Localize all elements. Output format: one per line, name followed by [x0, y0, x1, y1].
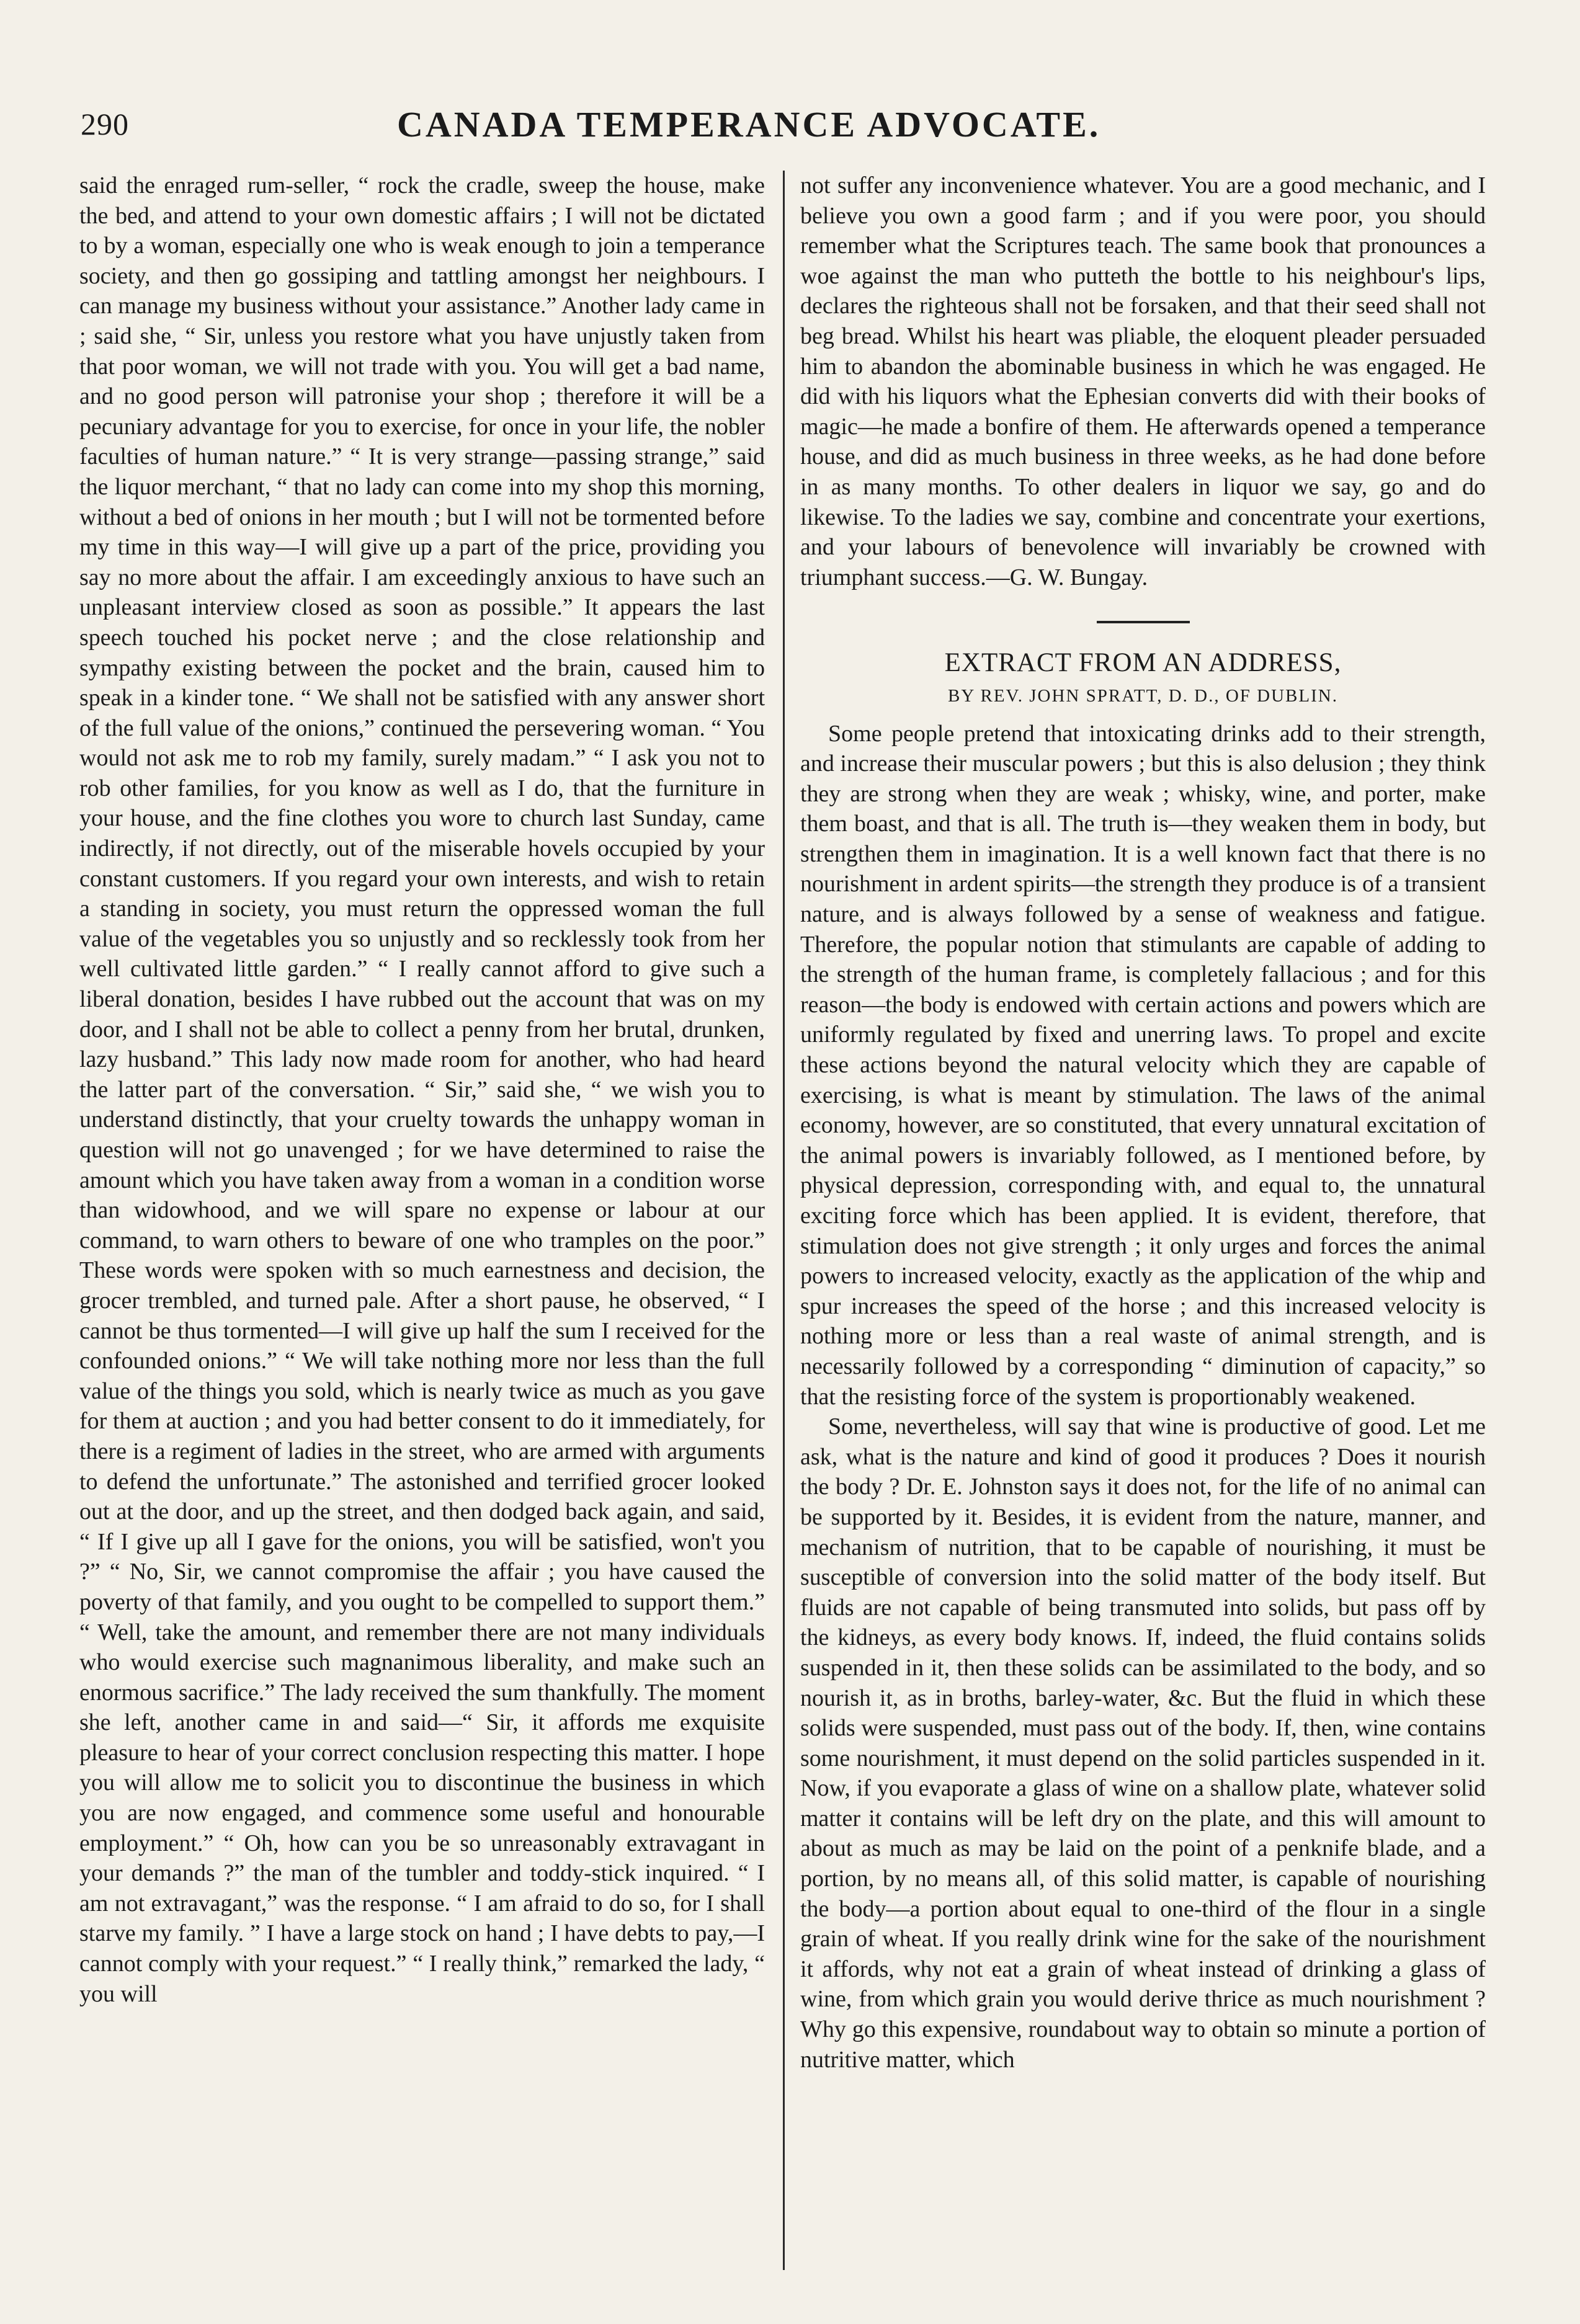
- body-paragraph-continuation: [800, 171, 1486, 592]
- page-number: 290: [81, 107, 129, 141]
- continuation-text: not suffer any inconvenience whatever. You are a good mechanic, and I believe you own a good farm ; and if you were poor, you should remember what the Scriptures teach. The same book that pronounces a woe against the man who putteth the bottle to his neighbour's lips, declares the righteous shall not be forsaken, and that their seed shall not beg bread. Whilst his heart was pliable, the eloquent pleader persuaded him to abandon the abominable business in which he was engaged. He did with his liquors what the Ephesian converts did with their books of magic—he made a bonfire of them. He afterwards opened a temperance house, and did as much business in three weeks, as he had done before in as many months. To other dealers in liquor we say, go and do likewise. To the ladies we say, combine and concentrate your exertions, and your labours of benevolence will invariably be crowned with triumphant success.: [800, 172, 1486, 590]
- author-signature: —G. W. Bungay.: [986, 564, 1148, 590]
- body-paragraph: Some, nevertheless, will say that wine is productive of good. Let me ask, what is the nature and kind of good it produces ? Does it nourish the body ? Dr. E. Johnston says it does not, for the life of no animal can be supported by it. Besides, it is evident from the nature, manner, and mechanism of nutrition, that to be capable of nourishing, it must be susceptible of conversion into the solid matter of the body itself. But fluids are not capable of being transmuted into solids, but pass off by the kidneys, as every body knows. If, indeed, the fluid contains solids suspended in it, then these solids can be assimilated to the body, and so nourish it, as in broths, barley-water, &c. But the fluid in which these solids were suspended, must pass out of the body. If, then, wine contains some nourishment, it must depend on the solid particles suspended in it. Now, if you evaporate a glass of wine on a shallow plate, whatever solid matter it contains will be left dry on the plate, and this will amount to about as much as may be laid on the point of a penknife blade, and a portion, by no means all, of this solid matter, is capable of nourishing the body—a portion about equal to one-third of the flour in a single grain of wheat. If you really drink wine for the sake of the nourishment it affords, why not eat a grain of wheat instead of drinking a glass of wine, from which grain you would derive thrice as much nourishment ? Why go this expensive, roundabout way to obtain so minute a portion of nutritive matter, which: [800, 1414, 1486, 2073]
- column-divider: [783, 171, 785, 2270]
- body-paragraph: Some people pretend that intoxicating drinks add to their strength, and increase their muscular powers ; but this is also delusion ; they think they are strong when they are weak ; whisky, wine, and porter, make them boast, and that is all. The truth is—they weaken them in body, but strengthen them in imagination. It is a well known fact that there is no nourishment in ardent spirits—the strength they produce is of a transient nature, and is always followed by a sense of weakness and fatigue. Therefore, the popular notion that stimulants are capable of adding to the strength of the human frame, is completely fallacious ; and for this reason—the body is endowed with certain actions and powers which are uniformly regulated by fixed and unerring laws. To propel and excite these actions beyond the natural velocity which they are capable of exercising, is what is meant by stimulation. The laws of the animal economy, however, are so constituted, that every unnatural excitation of the animal powers is invariably followed, as I mentioned before, by physical depression, corresponding with, and equal to, the unnatural exciting force which has been applied. It is evident, therefore, that stimulation does not give strength ; it only urges and forces the animal powers to increased velocity, exactly as the application of the whip and spur increases the speed of the horse ; and this increased velocity is nothing more or less than a real waste of animal strength, and is necessarily followed by a corresponding “ diminution of capacity,” so that the resisting force of the system is proportionably weakened.: [800, 720, 1486, 1410]
- section-divider: [1097, 621, 1190, 623]
- right-column: [800, 171, 1486, 2273]
- page-header: [81, 93, 1501, 155]
- running-title: CANADA TEMPERANCE ADVOCATE.: [397, 104, 1101, 145]
- article-title: EXTRACT FROM AN ADDRESS,: [944, 648, 1342, 678]
- article-byline: BY REV. JOHN SPRATT, D. D., OF DUBLIN.: [948, 685, 1338, 706]
- left-column: [79, 171, 765, 2273]
- body-paragraph: said the enraged rum-seller, “ rock the cradle, sweep the house, make the bed, and attend to your own domestic affairs ; I will not be dictated to by a woman, especially one who is weak enough to join a temperance society, and then go gossiping and tattling amongst her neighbours. I can manage my business without your assistance.” Another lady came in ; said she, “ Sir, unless you restore what you have unjustly taken from that poor woman, we will not trade with you. You will get a bad name, and no good person will patronise your shop ; therefore it will be a pecuniary advantage for you to exercise, for once in your life, the nobler faculties of human nature.” “ It is very strange—passing strange,” said the liquor merchant, “ that no lady can come into my shop this morning, without a bed of onions in her mouth ; but I will not be tormented before my time in this way—I will give up a part of the price, providing you say no more about the affair. I am exceedingly anxious to have such an unpleasant interview closed as soon as possible.” It appears the last speech touched his pocket nerve ; and the close relationship and sympathy existing between the pocket and the brain, caused him to speak in a kinder tone. “ We shall not be satisfied with any answer short of the full value of the onions,” continued the persevering woman. “ You would not ask me to rob my family, surely madam.” “ I ask you not to rob other families, for you know as well as I do, that the furniture in your house, and the fine clothes you wore to church last Sunday, came indirectly, if not directly, out of the miserable hovels occupied by your constant customers. If you regard your own interests, and wish to retain a standing in society, you must return the oppressed woman the full value of the vegetables you so unjustly and so recklessly took from her well cultivated little garden.” “ I really cannot afford to give such a liberal donation, besides I have rubbed out the account that was on my door, and I shall not be able to collect a penny from her brutal, drunken, lazy husband.” This lady now made room for another, who had heard the latter part of the conversation. “ Sir,” said she, “ we wish you to understand distinctly, that your cruelty towards the unhappy woman in question will not go unavenged ; for we have determined to raise the amount which you have taken away from a woman in a condition worse than widowhood, and we will spare no expense or labour at our command, to warn others to beware of one who tramples on the poor.” These words were spoken with so much earnestness and decision, the grocer trembled, and turned pale. After a short pause, he observed, “ I cannot be thus tormented—I will give up half the sum I received for the confounded onions.” “ We will take nothing more nor less than the full value of the things you sold, which is nearly twice as much as you gave for them at auction ; and you had better consent to do it immediately, for there is a regiment of ladies in the street, who are armed with arguments to defend the unfortunate.” The astonished and terrified grocer looked out at the door, and up the street, and then dodged back again, and said, “ If I give up all I gave for the onions, you will be satisfied, won't you ?” “ No, Sir, we cannot compromise the affair ; you have caused the poverty of that family, and you ought to be compelled to support them.” “ Well, take the amount, and remember there are not many individuals who would exercise such magnanimous liberality, and make such an enormous sacrifice.” The lady received the sum thankfully. The moment she left, another came in and said—“ Sir, it affords me exquisite pleasure to hear of your correct conclusion respecting this matter. I hope you will allow me to solicit you to discontinue the business in which you are now engaged, and commence some useful and honourable employment.” “ Oh, how can you be so unreasonably extravagant in your demands ?” the man of the tumbler and toddy-stick inquired. “ I am not extravagant,” was the response. “ I am afraid to do so, for I shall starve my family. ” I have a large stock on hand ; I have debts to pay,—I cannot comply with your request.” “ I really think,” remarked the lady, “ you will: [79, 172, 765, 2007]
